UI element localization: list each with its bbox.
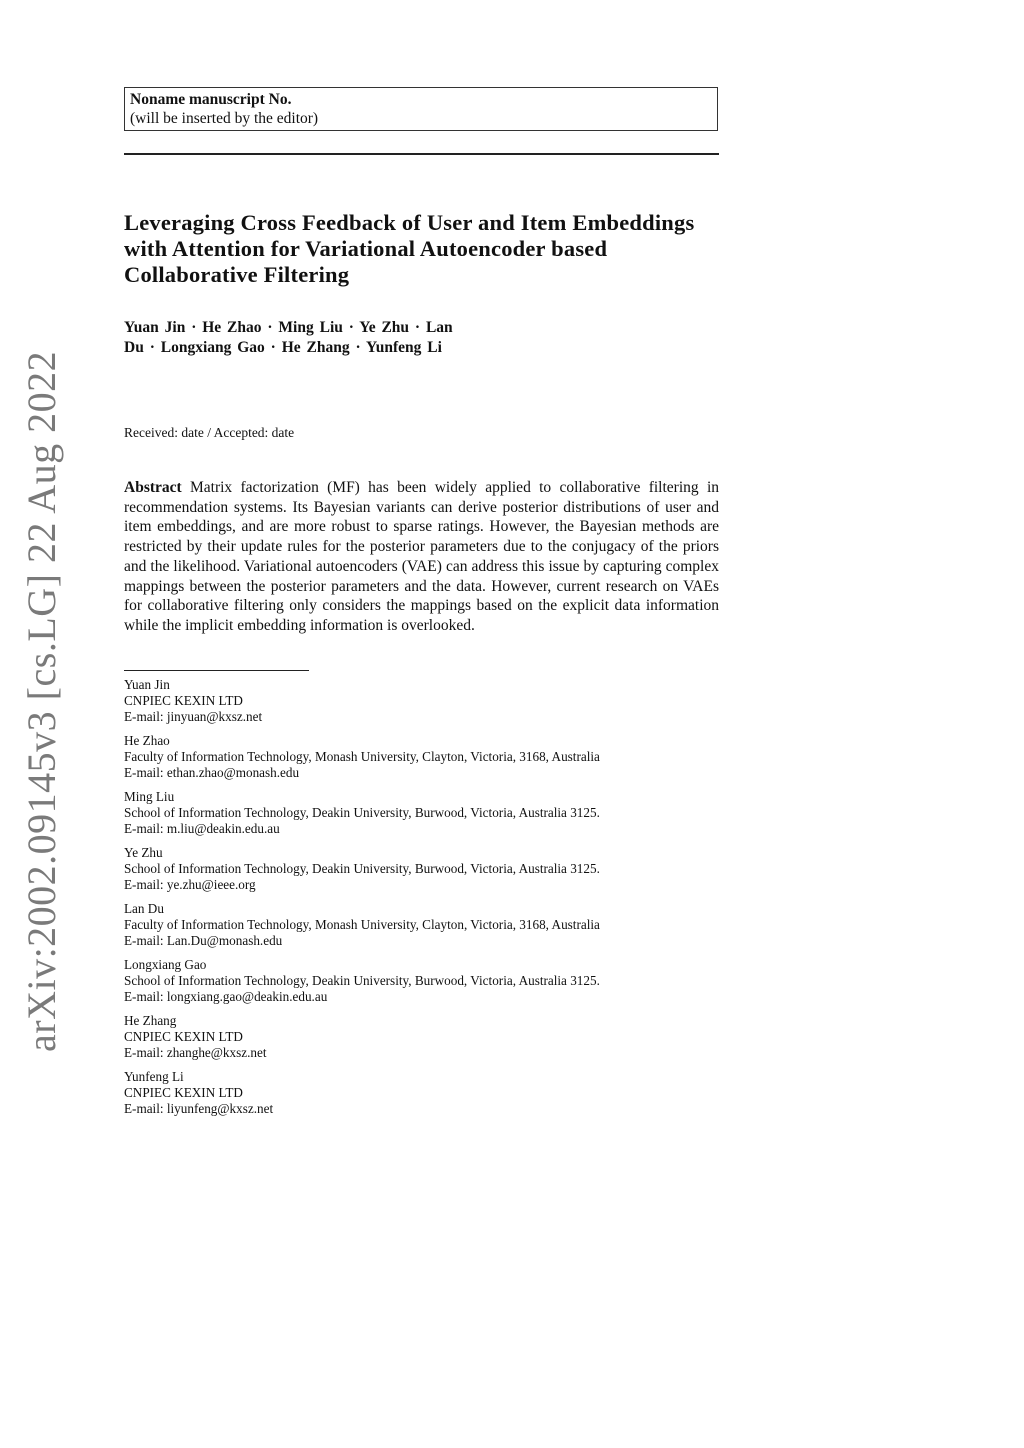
affiliation-org: School of Information Technology, Deakin University, Burwood, Victoria, Australia 3125. bbox=[124, 861, 600, 876]
header-rule bbox=[124, 153, 719, 155]
abstract-text: Matrix factorization (MF) has been widely applied to collaborative filtering in recommendation systems. Its Bayesian variants can derive posterior distributions of user and item embeddings, and are more robust to sparse ratings. However, the Bayesian methods are restricted by their update rules for the posterior parameters due to the conjugacy of the priors and the likelihood. Variational autoencoders (VAE) can address this issue by capturing complex mappings between the posterior parameters and the data. However, current research on VAEs for collaborative filtering only considers the mappings based on the explicit data information while the implicit embedding information is overlooked. bbox=[124, 479, 720, 634]
affiliation-email: E-mail: ye.zhu@ieee.org bbox=[124, 877, 256, 892]
manuscript-number: Noname manuscript No. bbox=[130, 91, 292, 108]
affiliation-org: CNPIEC KEXIN LTD bbox=[124, 693, 243, 708]
affiliation-org: School of Information Technology, Deakin University, Burwood, Victoria, Australia 3125. bbox=[124, 973, 600, 988]
affiliation-org: School of Information Technology, Deakin University, Burwood, Victoria, Australia 3125. bbox=[124, 805, 600, 820]
affiliation-name: Yuan Jin bbox=[124, 677, 170, 692]
affiliation-name: Ming Liu bbox=[124, 789, 175, 804]
affiliation-email: E-mail: jinyuan@kxsz.net bbox=[124, 709, 263, 724]
affiliation-name: He Zhang bbox=[124, 1013, 177, 1028]
affiliation-email: E-mail: zhanghe@kxsz.net bbox=[124, 1045, 267, 1060]
arxiv-identifier: arXiv:2002.09145v3 [cs.LG] 22 Aug 2022 bbox=[19, 350, 64, 1052]
affiliation-entry bbox=[124, 733, 724, 781]
affiliation-name: Lan Du bbox=[124, 901, 164, 916]
affiliation-email: E-mail: liyunfeng@kxsz.net bbox=[124, 1101, 274, 1116]
manuscript-box bbox=[124, 87, 718, 131]
affiliation-list bbox=[124, 677, 724, 1125]
affiliation-org: Faculty of Information Technology, Monash University, Clayton, Victoria, 3168, Australia bbox=[124, 749, 600, 764]
manuscript-editor-note: (will be inserted by the editor) bbox=[130, 110, 319, 127]
affiliation-entry bbox=[124, 901, 724, 949]
affiliation-name: Longxiang Gao bbox=[124, 957, 207, 972]
affiliation-entry bbox=[124, 1013, 724, 1061]
author-list: Yuan Jin · He Zhao · Ming Liu · Ye Zhu · Lan Du · Longxiang Gao · He Zhang · Yunfeng Li bbox=[124, 319, 453, 356]
affiliation-entry bbox=[124, 789, 724, 837]
footnote-rule bbox=[124, 670, 309, 671]
affiliation-entry bbox=[124, 677, 724, 725]
paper-title: Leveraging Cross Feedback of User and Item Embeddings with Attention for Variational Autoencoder based Collaborative Filtering bbox=[124, 210, 695, 287]
abstract-label: Abstract bbox=[124, 479, 182, 496]
affiliation-entry bbox=[124, 845, 724, 893]
affiliation-org: Faculty of Information Technology, Monash University, Clayton, Victoria, 3168, Australia bbox=[124, 917, 600, 932]
affiliation-name: Yunfeng Li bbox=[124, 1069, 184, 1084]
affiliation-email: E-mail: m.liu@deakin.edu.au bbox=[124, 821, 280, 836]
affiliation-name: He Zhao bbox=[124, 733, 170, 748]
affiliation-name: Ye Zhu bbox=[124, 845, 163, 860]
affiliation-email: E-mail: ethan.zhao@monash.edu bbox=[124, 765, 300, 780]
affiliation-org: CNPIEC KEXIN LTD bbox=[124, 1085, 243, 1100]
affiliation-entry bbox=[124, 957, 724, 1005]
affiliation-entry bbox=[124, 1069, 724, 1117]
affiliation-email: E-mail: longxiang.gao@deakin.edu.au bbox=[124, 989, 328, 1004]
received-date: Received: date / Accepted: date bbox=[124, 425, 295, 440]
affiliation-email: E-mail: Lan.Du@monash.edu bbox=[124, 933, 283, 948]
affiliation-org: CNPIEC KEXIN LTD bbox=[124, 1029, 243, 1044]
abstract bbox=[124, 478, 719, 636]
